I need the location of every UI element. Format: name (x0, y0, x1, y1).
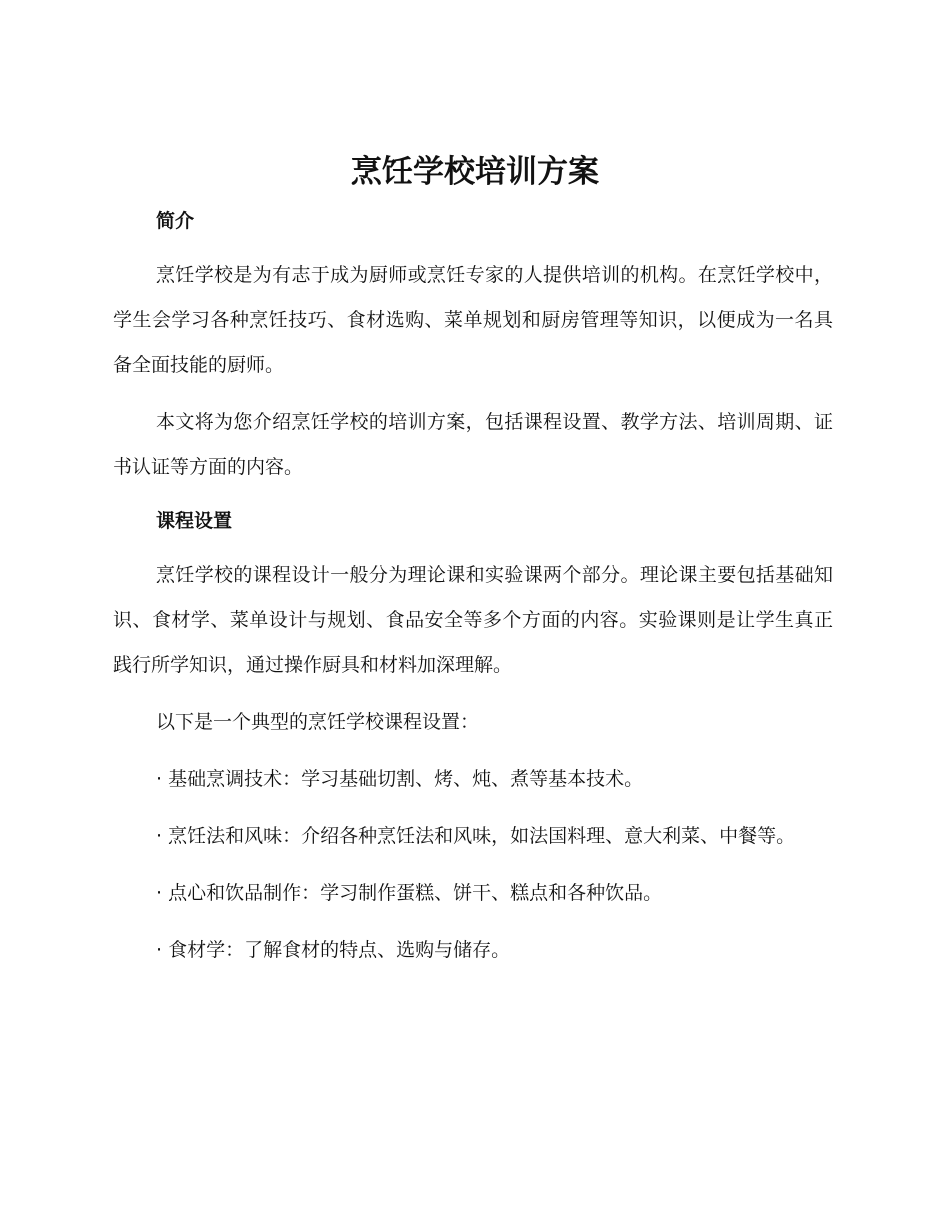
section-heading-intro: 简介 (156, 210, 195, 232)
curriculum-list-item: · 烹饪法和风味：介绍各种烹饪法和风味，如法国料理、意大利菜、中餐等。 (156, 825, 796, 847)
curriculum-paragraph-2: 以下是一个典型的烹饪学校课程设置： (156, 711, 480, 733)
intro-paragraph-1: 烹饪学校是为有志于成为厨师或烹饪专家的人提供培训的机构。在烹饪学校中，学生会学习各种烹饪技巧、食材选购、菜单规划和厨房管理等知识，以便成为一名具备全面技能的厨师。 (113, 264, 833, 376)
curriculum-paragraph-1: 烹饪学校的课程设计一般分为理论课和实验课两个部分。理论课主要包括基础知识、食材学、菜单设计与规划、食品安全等多个方面的内容。实验课则是让学生真正践行所学知识，通过操作厨具和材料加深理解。 (113, 564, 833, 676)
curriculum-list-item: · 食材学：了解食材的特点、选购与储存。 (156, 939, 511, 961)
document-body (113, 202, 833, 973)
curriculum-list-item: · 点心和饮品制作：学习制作蛋糕、饼干、糕点和各种饮品。 (156, 882, 663, 904)
intro-paragraph-2: 本文将为您介绍烹饪学校的培训方案，包括课程设置、教学方法、培训周期、证书认证等方面的内容。 (113, 411, 833, 478)
curriculum-list-item: · 基础烹调技术：学习基础切割、烤、炖、煮等基本技术。 (156, 768, 644, 790)
section-heading-curriculum: 课程设置 (156, 510, 233, 532)
document-title: 烹饪学校培训方案 (351, 154, 599, 190)
